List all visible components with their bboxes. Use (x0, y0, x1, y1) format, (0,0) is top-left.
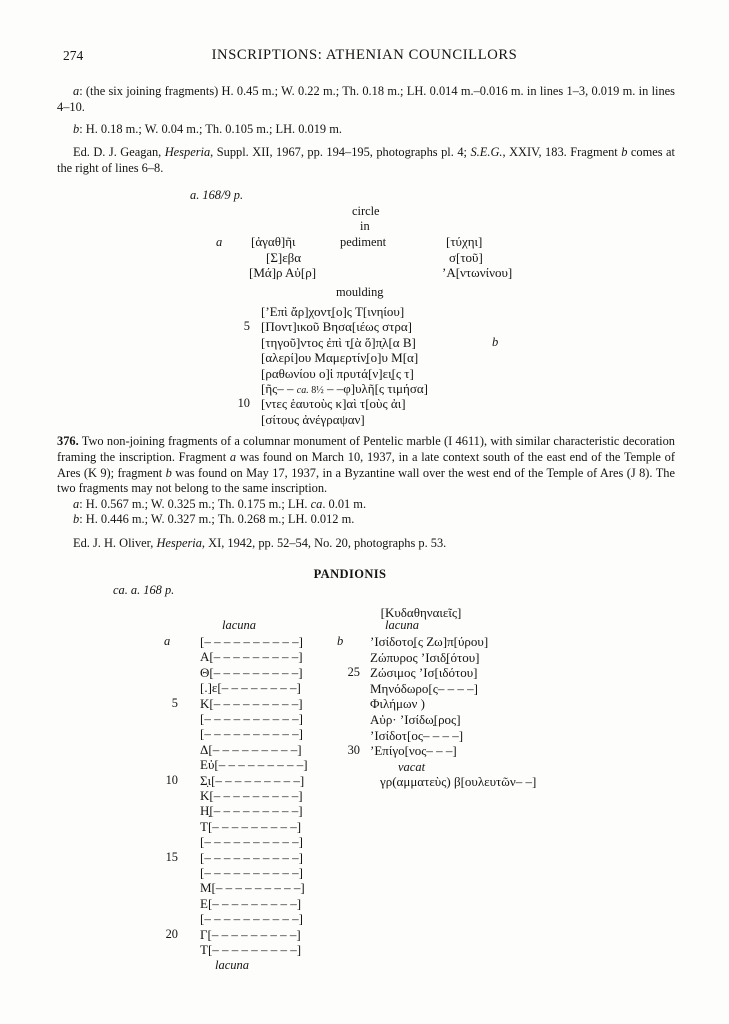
inscription-line (152, 711, 303, 727)
entry376-date (113, 583, 174, 598)
inscription-line (330, 712, 461, 728)
text-segment: p (164, 583, 172, 597)
line-text: [Ποντ]ικοῦ Βησα[ιέως στρα] (261, 319, 412, 335)
inscription-line (228, 304, 404, 320)
text-segment: comes at the right of lines 6–8. (57, 145, 676, 175)
text-segment: Hesperia (164, 145, 211, 159)
text-segment: ca. (296, 385, 309, 396)
tribe-heading: PANDIONIS (313, 567, 387, 581)
entry375-dimensions-a (57, 84, 675, 116)
line-text: Σ̣ι[– – – – – – – – –] (200, 772, 305, 788)
line-number: 5 (171, 695, 178, 710)
line-text: [– – – – – – – – – –] (200, 865, 303, 880)
line-text: [– – – – – – – – – –] (200, 911, 303, 927)
line-text: Α[– – – – – – – – –] (200, 649, 303, 665)
line-text: [ντες ἑαυτοὺς κ]αὶ τ[οὺς ἀι] (261, 396, 406, 412)
inscription-line (330, 650, 480, 666)
inscription-line (152, 803, 303, 819)
pediment-note-circle: circle (352, 204, 380, 218)
text-segment: p (233, 188, 240, 202)
text-segment: , XI, 1942, pp. 52–54, No. 20, photographs p. 53. (201, 536, 447, 550)
line-text: Γ[– – – – – – – – –] (200, 926, 301, 942)
text-segment: Ed. D. J. Geagan, (73, 145, 165, 159)
text-segment: . (239, 188, 244, 202)
line-text: [αλερί]ου Μαμερτίν̣[ο]υ Μ[α] (261, 350, 419, 366)
line-text: Ζώσιμος ’Ισ[ιδότου] (370, 665, 478, 681)
pediment-note-in: in (360, 219, 370, 233)
text-segment: S.E.G. (470, 145, 503, 159)
line-text: [– – – – – – – – – –] (200, 726, 303, 742)
pediment-line3-left: [Μά]ρ Αὐ[ρ] (249, 265, 317, 280)
line-text: [τηγοῦ]ντος ἐπὶ τ̣[ὰ ὅ]π̣λ[α Β] (261, 334, 416, 350)
text-segment: 8½ (308, 385, 324, 396)
text-segment: 168 (140, 583, 165, 597)
inscription-line (152, 927, 301, 943)
line-text: Τ[– – – – – – – – –] (200, 818, 302, 834)
text-segment: was found on May 17, 1937, in a Byzantine wall over the west end of the Temple of Ares (J 8). The two fragments may not belong to the same inscription. (57, 465, 675, 496)
text-segment: Hesperia (156, 536, 202, 550)
inscription-line (330, 743, 457, 759)
text-segment: ca (310, 497, 323, 511)
line-text: [– – – – – – – – – –] (200, 634, 303, 649)
entry376-edition (57, 536, 675, 552)
text-segment: : H. 0.18 m.; W. 0.04 m.; Th. 0.105 m.; LH. 0.019 m. (79, 122, 342, 136)
text-segment: Two non-joining fragments of a columnar monument of Pentelic marble (I 4611), with similar characteristic decoration framing the inscription. Fragment (57, 434, 675, 464)
text-segment: a (73, 84, 80, 98)
line-text: [σίτους ἀνέγραψαν] (261, 411, 365, 427)
line-text (261, 381, 428, 397)
inscription-line (152, 665, 303, 681)
pediment-note-moulding: moulding (336, 285, 384, 299)
lacuna-note-a-bottom: lacuna (215, 958, 250, 972)
inscription-line (152, 634, 303, 650)
inscription-line (152, 896, 301, 912)
entry376-dimensions-a (57, 497, 675, 513)
line-text: [’Επὶ ἄρ]χοντ̣[ο]ς Τ[ινηίου] (261, 304, 405, 319)
page-title: INSCRIPTIONS: ATHENIAN COUNCILLORS (211, 47, 518, 63)
inscription-line (330, 665, 477, 681)
line-text: Δ[– – – – – – – – –] (200, 741, 302, 757)
line-number: 30 (347, 743, 360, 758)
line-text: vacat (398, 759, 426, 774)
inscription-line (152, 649, 303, 665)
inscription-line (152, 742, 302, 758)
text-segment: a (73, 497, 80, 511)
inscription-line (228, 334, 499, 351)
line-text: ’Ισίδοτο̣[ς Ζω]π[ύρου] (370, 634, 489, 649)
inscription-line (152, 696, 303, 712)
inscription-line (152, 680, 301, 696)
text-segment: , Suppl. XII, 1967, pp. 194–195, photographs pl. 4; (210, 145, 471, 159)
inscription-line (330, 759, 425, 775)
pediment-note-pediment: pediment (340, 235, 387, 249)
line-text: Μηνόδωρο[ς– – – –] (370, 680, 478, 696)
line-text: [ραθωνίου ο]ἱ πρυτά[ν]ει̣[ς τ] (261, 365, 414, 381)
line-text: [.]ε[– – – – – – – –] (200, 680, 301, 696)
line-number: 10 (237, 396, 250, 411)
lacuna-note-b-top: lacuna (385, 618, 420, 632)
fragment-a-label-376: a (164, 634, 171, 648)
text-segment: b (165, 465, 172, 480)
line-text: [– – – – – – – – – –] (200, 711, 303, 726)
entry375-date (190, 188, 243, 203)
fragment-a-label: a (216, 235, 223, 249)
line-text: Κ[– – – – – – – – –] (200, 695, 303, 711)
inscription-line (228, 319, 412, 335)
line-text: Εὐ[– – – – – – – – –] (200, 757, 308, 773)
inscription-line (330, 728, 463, 744)
inscription-line (330, 774, 536, 790)
fragment-b-label-376: b (337, 634, 344, 648)
pediment-line3-right: ’Α[ντωνίνου] (442, 265, 513, 280)
text-segment: b (73, 512, 80, 526)
text-segment: . 168/9 (196, 188, 234, 202)
inscription-line (330, 681, 478, 697)
line-number: 25 (347, 665, 360, 680)
text-segment: a (229, 449, 237, 464)
line-text: ’Ισίδοτ[ος– – – –] (370, 727, 464, 743)
text-segment: . (171, 583, 175, 597)
text-segment: , XXIV, 183. Fragment (502, 145, 622, 159)
text-segment: [ῆς– – (261, 381, 297, 396)
text-segment: a (190, 188, 197, 202)
text-segment: . 0.01 m. (322, 497, 367, 511)
pediment-line2-right: σ[τοῦ] (449, 250, 483, 265)
text-segment: Ed. J. H. Oliver, (73, 536, 157, 550)
text-segment: was found on March 10, 1937, in a late context south of the east end of the Temple of Ares (K 9); fragment (57, 449, 675, 480)
inscription-line (152, 788, 303, 804)
line-text: Ζώπυρος ’Ισιδ̣[ότου] (370, 649, 480, 665)
inscription-line (228, 366, 414, 382)
fragment-side-label: b (492, 334, 499, 349)
text-segment: b (73, 122, 80, 136)
inscription-line (228, 350, 418, 366)
line-text: Φιλήμων ) (370, 696, 425, 712)
line-number: 10 (165, 772, 178, 787)
text-segment: : (the six joining fragments) H. 0.45 m.; W. 0.22 m.; Th. 0.18 m.; LH. 0.014 m.–0.016 m. in lines 1–3, 0.019 m. in lines 4–10. (57, 84, 675, 114)
inscription-line (330, 634, 488, 650)
line-text: Η̣[– – – – – – – – –] (200, 803, 303, 819)
entry376-description (57, 434, 675, 497)
inscription-line (330, 696, 425, 712)
text-segment: : H. 0.446 m.; W. 0.327 m.; Th. 0.268 m.; LH. 0.012 m. (79, 512, 355, 526)
lacuna-note-a-top: lacuna (222, 618, 257, 632)
line-text: [– – – – – – – – – –] (200, 849, 303, 865)
text-segment: 376. (57, 434, 79, 448)
inscription-line (152, 865, 303, 881)
entry376-dimensions-b (57, 512, 675, 528)
inscription-line (152, 819, 301, 835)
inscription-line (228, 412, 365, 428)
inscription-line (152, 773, 304, 789)
line-text: Αὐρ· ’Ισίδω̣[ρος] (370, 712, 461, 727)
inscription-line (152, 726, 303, 742)
line-text: Κ[– – – – – – – – –] (200, 788, 303, 803)
text-segment: : H. 0.567 m.; W. 0.325 m.; Th. 0.175 m.; LH. (79, 497, 311, 511)
text-segment: – –φ]υλῆ[ς τιμήσα] (323, 381, 428, 396)
inscription-line (152, 942, 301, 958)
text-segment: ca. a. (113, 583, 141, 597)
inscription-line (152, 757, 308, 773)
line-text: Τ[– – – – – – – – –] (200, 942, 302, 957)
page-number: 274 (63, 48, 84, 63)
inscription-line (152, 850, 303, 866)
line-number: 15 (165, 849, 178, 864)
pediment-line1-right: [τύχηι] (446, 234, 483, 249)
line-text: ’Επίγο[νος– – –] (370, 743, 457, 759)
inscription-line (228, 381, 428, 397)
line-number: 20 (165, 926, 178, 941)
text-segment: b (621, 145, 628, 159)
pediment-line1-left: [ἀγαθ]ῆι (251, 234, 296, 249)
deme-heading: [Κυδαθηναιεῖς] (380, 605, 462, 620)
line-text: γρ(αμματεὺς) β[ουλευτῶν– –] (380, 774, 537, 790)
inscription-line (152, 911, 303, 927)
line-text: Θ[– – – – – – – – –] (200, 664, 303, 680)
line-text: Μ[– – – – – – – – –] (200, 880, 305, 896)
inscription-line (228, 396, 406, 412)
line-text: Ε[– – – – – – – – –] (200, 895, 302, 911)
inscription-line (152, 834, 303, 850)
entry375-edition (57, 145, 675, 177)
line-text: [– – – – – – – – – –] (200, 834, 303, 850)
entry375-dimensions-b (57, 122, 675, 138)
line-number: 5 (243, 319, 250, 334)
inscription-line (152, 880, 305, 896)
pediment-line2-left: [Σ]εβα (266, 250, 302, 265)
